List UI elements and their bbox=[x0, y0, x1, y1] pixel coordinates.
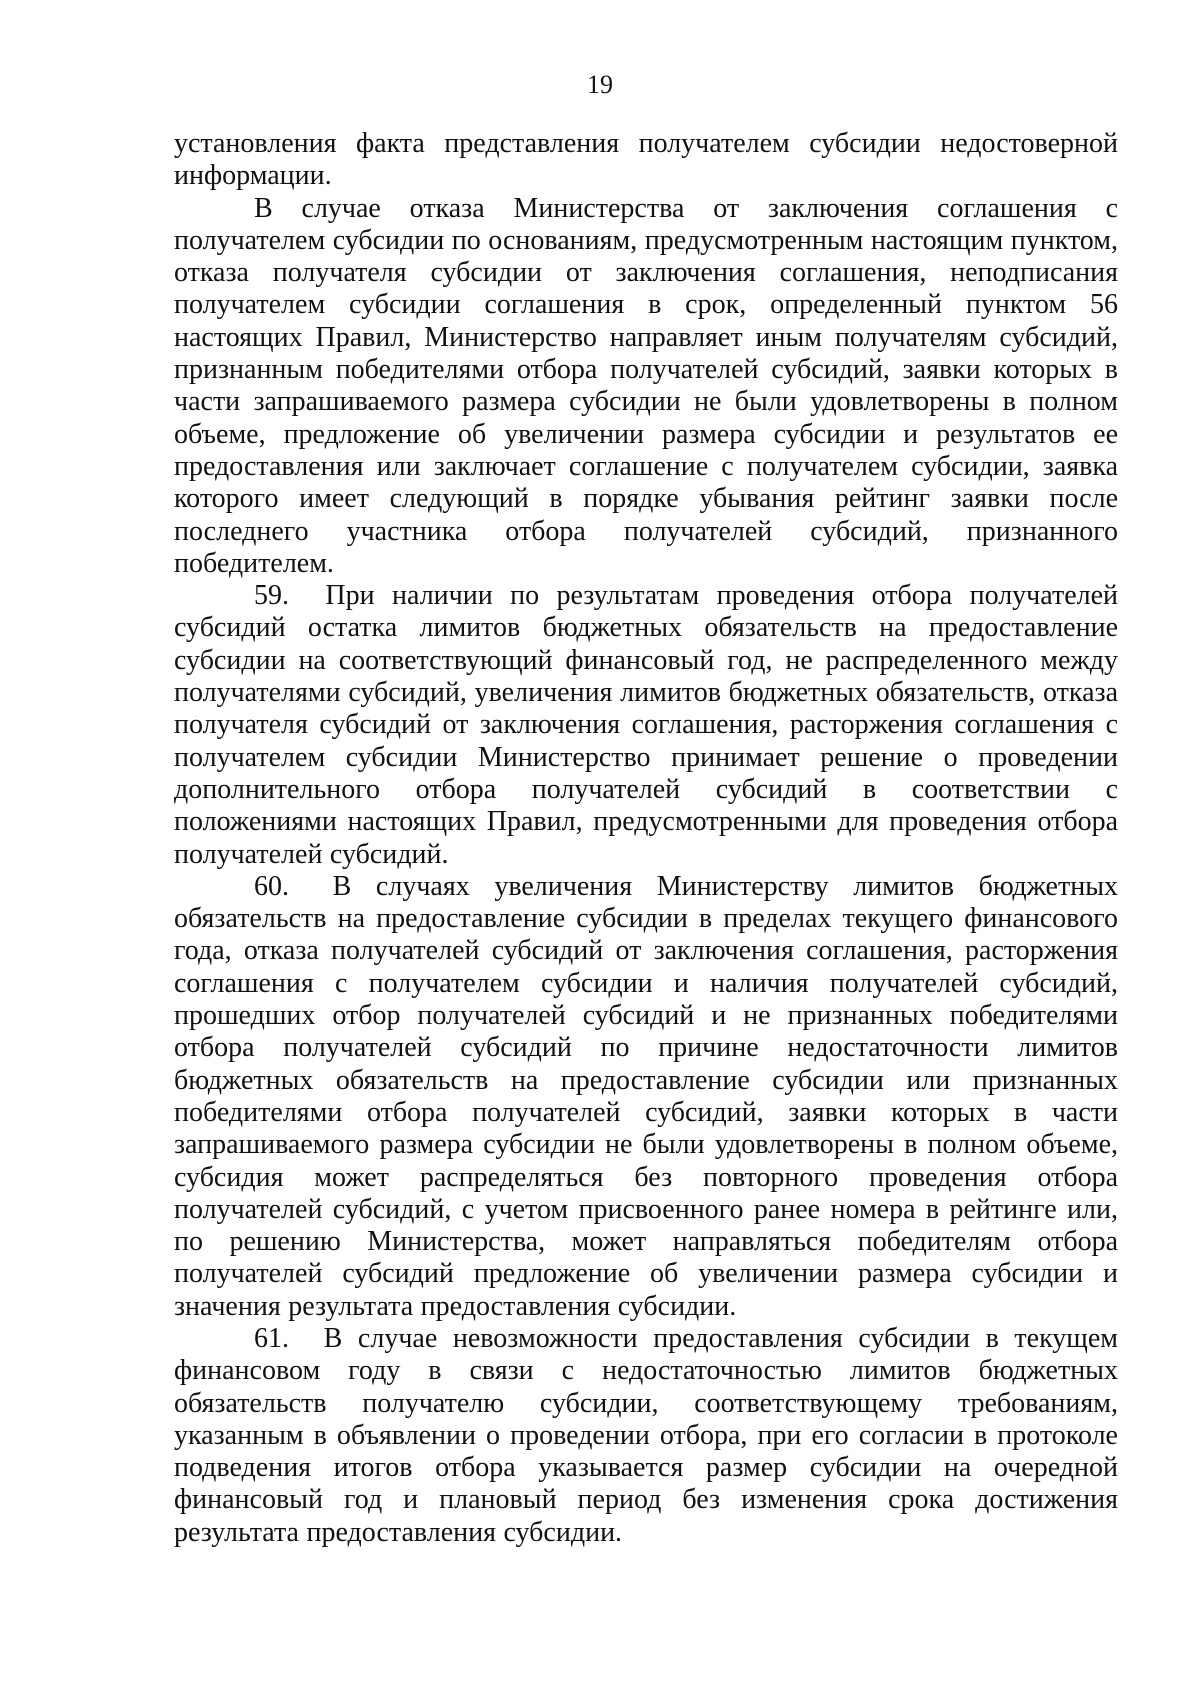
paragraph-number: 59. bbox=[254, 580, 289, 612]
paragraph-refusal-case bbox=[174, 193, 1118, 581]
document-body bbox=[174, 128, 1118, 1549]
paragraph-text: При наличии по результатам проведения отбора получателей субсидий остатка лимитов бюджетных обязательств на предоставление субсидии на соответствующий финансовый год, не распределенного между получателями субсидий, увеличения лимитов бюджетных обязательств, отказа получателя субсидий от заключения соглашения, расторжения соглашения с получателем субсидии Министерство принимает решение о проведении дополнительного отбора получателей субсидий в соответствии с положениями настоящих Правил, предусмотренными для проведения отбора получателей субсидий. bbox=[174, 580, 1119, 870]
paragraph-number: 60. bbox=[254, 870, 289, 902]
paragraph-text: В случае невозможности предоставления субсидии в текущем финансовом году в связи с недостаточностью лимитов бюджетных обязательств получателю субсидии, соответствующему требованиям, указанным в объявлении о проведении отбора, при его согласии в протоколе подведения итогов отбора указывается размер субсидии на очередной финансовый год и плановый период без изменения срока достижения результата предоставления субсидии. bbox=[174, 1322, 1119, 1548]
paragraph-number: 61. bbox=[254, 1322, 289, 1354]
paragraph-60 bbox=[174, 871, 1118, 1323]
paragraph-text: В случае отказа Министерства от заключения соглашения с получателем субсидии по основаниям, предусмотренным настоящим пунктом, отказа получателя субсидии от заключения соглашения, неподписания получателем субсидии соглашения в срок, определенный пунктом 56 настоящих Правил, Министерство направляет иным получателям субсидий, признанным победителями отбора получателей субсидий, заявки которых в части запрашиваемого размера субсидии не были удовлетворены в полном объеме, предложение об увеличении размера субсидии и результатов ее предоставления или заключает соглашение с получателем субсидии, заявка которого имеет следующий в порядке убывания рейтинг заявки после последнего участника отбора получателей субсидий, признанного победителем. bbox=[174, 192, 1118, 579]
paragraph-61 bbox=[174, 1323, 1118, 1549]
paragraph-59 bbox=[174, 580, 1118, 871]
paragraph-continuation bbox=[174, 128, 1118, 193]
paragraph-text: установления факта представления получателем субсидии недостоверной информации. bbox=[174, 128, 1118, 192]
paragraph-text: В случаях увеличения Министерству лимитов бюджетных обязательств на предоставление субсидии в пределах текущего финансового года, отказа получателей субсидий от заключения соглашения, расторжения соглашения с получателем субсидии и наличия получателей субсидий, прошедших отбор получателей субсидий и не признанных победителями отбора получателей субсидий по причине недостаточности лимитов бюджетных обязательств на предоставление субсидии или признанных победителями отбора получателей субсидий, заявки которых в части запрашиваемого размера субсидии не были удовлетворены в полном объеме, субсидия может распределяться без повторного проведения отбора получателей субсидий, с учетом присвоенного ранее номера в рейтинге или, по решению Министерства, может направляться победителям отбора получателей субсидий предложение об увеличении размера субсидии и значения результата предоставления субсидии. bbox=[174, 870, 1119, 1322]
page-number: 19 bbox=[587, 70, 613, 99]
